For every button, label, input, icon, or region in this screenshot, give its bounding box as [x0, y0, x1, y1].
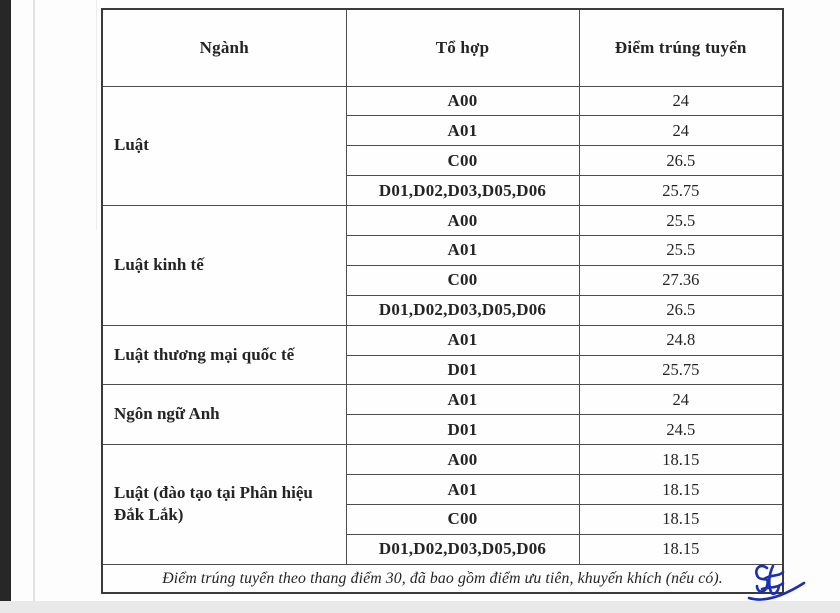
score-cell: 25.5	[579, 235, 783, 265]
combo-cell: C00	[346, 146, 579, 176]
score-cell: 24.5	[579, 415, 783, 445]
combo-cell: A00	[346, 445, 579, 475]
score-cell: 18.15	[579, 445, 783, 475]
score-cell: 24	[579, 116, 783, 146]
admission-score-table	[101, 8, 784, 594]
score-cell: 24	[579, 86, 783, 116]
score-cell: 25.75	[579, 176, 783, 206]
table-row	[102, 325, 783, 355]
scan-bottom-strip	[0, 601, 840, 613]
table-row	[102, 86, 783, 116]
scan-edge-bar	[0, 0, 11, 601]
combo-cell: A00	[346, 206, 579, 236]
score-cell: 24	[579, 385, 783, 415]
page-fold-line-secondary	[96, 0, 97, 230]
score-cell: 25.75	[579, 355, 783, 385]
combo-cell: D01	[346, 355, 579, 385]
major-cell-luat-dak-lak: Luật (đào tạo tại Phân hiệu Đắk Lắk)	[102, 445, 346, 565]
score-cell: 24.8	[579, 325, 783, 355]
score-cell: 25.5	[579, 206, 783, 236]
combo-cell: D01,D02,D03,D05,D06	[346, 176, 579, 206]
major-cell-luat-kinh-te: Luật kinh tế	[102, 206, 346, 326]
combo-cell: D01	[346, 415, 579, 445]
header-row	[102, 9, 783, 86]
major-cell-luat-thuong-mai: Luật thương mại quốc tế	[102, 325, 346, 385]
score-cell: 26.5	[579, 146, 783, 176]
combo-cell: C00	[346, 504, 579, 534]
combo-cell: D01,D02,D03,D05,D06	[346, 295, 579, 325]
combo-cell: D01,D02,D03,D05,D06	[346, 534, 579, 564]
table-row	[102, 385, 783, 415]
combo-cell: A01	[346, 116, 579, 146]
score-cell: 18.15	[579, 504, 783, 534]
combo-cell: A01	[346, 385, 579, 415]
combo-cell: A01	[346, 475, 579, 505]
combo-cell: C00	[346, 265, 579, 295]
score-cell: 18.15	[579, 475, 783, 505]
footnote-text: Điểm trúng tuyển theo thang điểm 30, đã bao gồm điểm ưu tiên, khuyến khích (nếu có).	[102, 564, 783, 593]
header-nganh: Ngành	[102, 9, 346, 86]
footnote-row	[102, 564, 783, 593]
page-fold-line	[33, 0, 35, 601]
table-row	[102, 445, 783, 475]
header-to-hop: Tổ hợp	[346, 9, 579, 86]
combo-cell: A01	[346, 325, 579, 355]
major-cell-ngon-ngu-anh: Ngôn ngữ Anh	[102, 385, 346, 445]
header-diem-trung-tuyen: Điểm trúng tuyển	[579, 9, 783, 86]
major-cell-luat: Luật	[102, 86, 346, 206]
combo-cell: A00	[346, 86, 579, 116]
score-cell: 26.5	[579, 295, 783, 325]
score-cell: 18.15	[579, 534, 783, 564]
combo-cell: A01	[346, 235, 579, 265]
table-row	[102, 206, 783, 236]
score-cell: 27.36	[579, 265, 783, 295]
